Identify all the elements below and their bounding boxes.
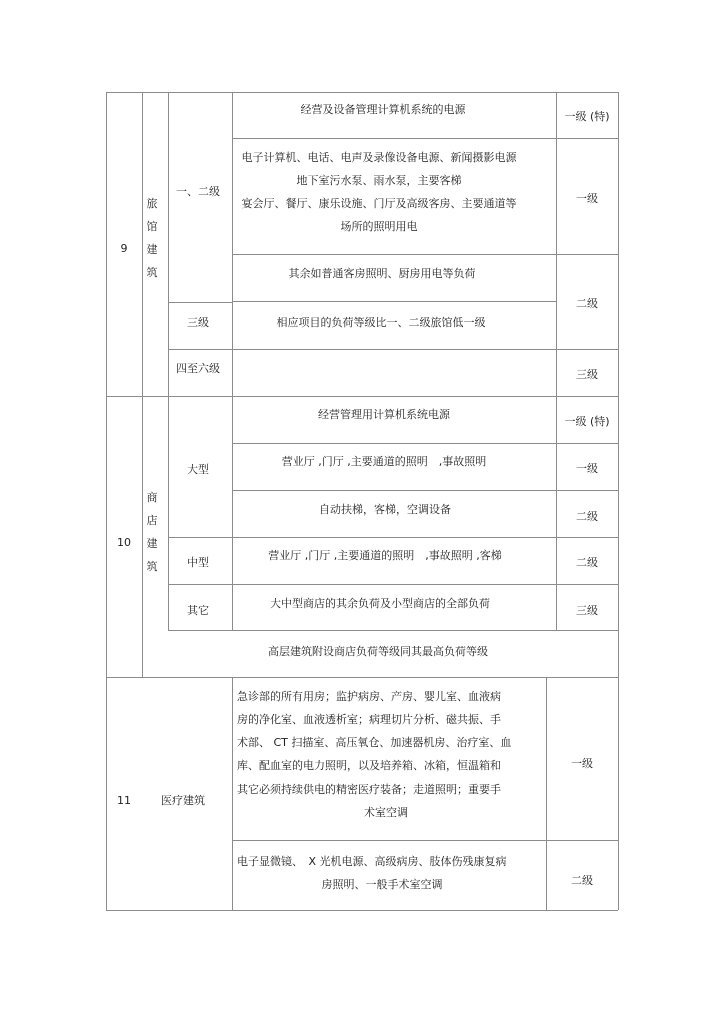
category-char: 商	[146, 491, 158, 504]
grid-line	[168, 630, 618, 631]
load-level: 二级	[576, 556, 598, 569]
load-level: 三级	[576, 604, 598, 617]
load-item-line: 其它必须持续供电的精密医疗装备；走道照明；重要手	[237, 783, 501, 796]
category-label: 医疗建筑	[161, 794, 205, 807]
load-item-line: 宴会厅、餐厅、康乐设施、门厅及高级客房、主要通道等	[241, 197, 517, 210]
grid-line	[168, 584, 618, 585]
load-level: 一级	[576, 462, 598, 475]
load-level: 一级	[576, 192, 598, 205]
load-item-line: 房的净化室、血液透析室；病理切片分析、磁共振、手	[237, 713, 501, 726]
grade-label: 中型	[187, 556, 209, 569]
grid-line	[142, 92, 143, 677]
load-item-line: 急诊部的所有用房；监护病房、产房、婴儿室、血液病	[237, 690, 501, 703]
category-char: 店	[146, 514, 158, 527]
row-number: 11	[117, 794, 131, 807]
grid-line	[232, 677, 233, 910]
load-item: 经营管理用计算机系统电源	[318, 408, 450, 421]
load-item: 大中型商店的其余负荷及小型商店的全部负荷	[270, 597, 490, 610]
load-item: 营业厅 ,门厅 ,主要通道的照明 ,事故照明	[281, 455, 487, 468]
grid-line	[556, 349, 557, 396]
category-char: 旅	[146, 197, 158, 210]
load-item: 自动扶梯，客梯，空调设备	[319, 503, 451, 516]
load-level: 三级	[576, 368, 598, 381]
table-right-border	[618, 92, 619, 910]
grid-line	[168, 92, 169, 630]
load-level: 二级	[576, 510, 598, 523]
grade-label: 大型	[187, 463, 209, 476]
grid-line	[556, 92, 557, 302]
load-item-line: 术室空调	[364, 806, 408, 819]
category-char: 建	[146, 537, 158, 550]
grade-label: 四至六级	[176, 362, 220, 375]
grid-line	[232, 301, 556, 302]
load-item-line: 场所的照明用电	[340, 220, 418, 233]
load-level: 二级	[571, 874, 593, 887]
grid-line	[168, 537, 618, 538]
load-level: 一级 (特)	[564, 110, 610, 123]
grid-line	[232, 396, 233, 630]
category-char: 筑	[146, 266, 158, 279]
grid-line	[232, 443, 618, 444]
category-char: 筑	[146, 560, 158, 573]
row-number: 9	[120, 242, 128, 255]
grid-line	[106, 677, 618, 678]
load-item: 相应项目的负荷等级比一、二级旅馆低一级	[276, 316, 486, 329]
grid-line	[232, 92, 233, 396]
grade-label: 一、二级	[176, 185, 220, 198]
load-level: 二级	[576, 297, 598, 310]
load-item-line: 电子显微镜、 X 光机电源、高级病房、肢体伤残康复病	[237, 855, 507, 868]
load-item-line: 术部、 CT 扫描室、高压氧仓、加速器机房、治疗室、血	[237, 736, 512, 749]
load-item-line: 库、配血室的电力照明，以及培养箱、冰箱，恒温箱和	[237, 759, 501, 772]
grid-line	[232, 254, 618, 255]
load-item-line: 地下室污水泵、雨水泵，主要客梯	[296, 174, 462, 187]
load-item: 营业厅 ,门厅 ,主要通道的照明 ,事故照明 ,客梯	[268, 549, 502, 562]
load-level: 一级 (特)	[564, 415, 610, 428]
footnote: 高层建筑附设商店负荷等级同其最高负荷等级	[268, 645, 488, 658]
category-char: 馆	[146, 220, 158, 233]
grid-line	[232, 138, 556, 139]
load-level: 一级	[571, 757, 593, 770]
grade-label: 其它	[187, 604, 209, 617]
load-item-line: 电子计算机、电话、电声及录像设备电源、新闻摄影电源	[241, 151, 517, 164]
grid-line	[106, 396, 618, 397]
load-item-line: 房照明、一般手术室空调	[321, 878, 443, 891]
grid-line	[168, 349, 618, 350]
table-left-border	[106, 92, 107, 910]
grid-line	[546, 677, 547, 910]
grid-line	[168, 302, 232, 303]
grade-label: 三级	[187, 316, 209, 329]
category-char: 建	[146, 243, 158, 256]
grid-line	[556, 302, 557, 349]
table-top-border	[106, 92, 618, 93]
table-bottom-border	[106, 910, 618, 911]
grid-line	[232, 490, 618, 491]
grid-line	[556, 138, 618, 139]
row-number: 10	[117, 536, 131, 549]
grid-line	[556, 396, 557, 630]
load-item: 其余如普通客房照明、厨房用电等负荷	[288, 267, 476, 280]
load-item: 经营及设备管理计算机系统的电源	[300, 103, 466, 116]
grid-line	[232, 840, 618, 841]
